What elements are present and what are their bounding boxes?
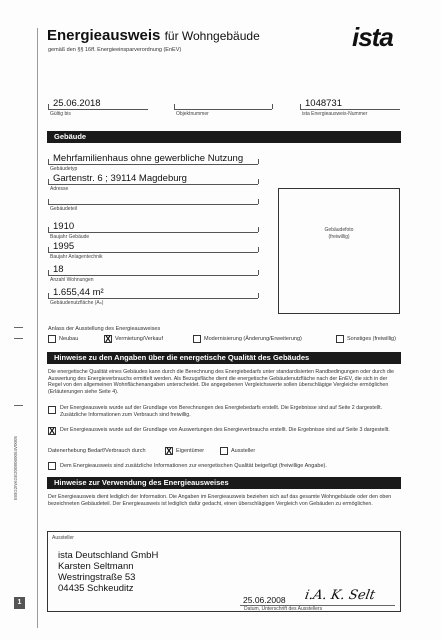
objektnummer-label: Objektnummer: [176, 111, 209, 117]
section-header-hinweise-angaben: Hinweise zu den Angaben über die energetische Qualität des Gebäudes: [47, 352, 401, 364]
option-verbrauch-text: Der Energieausweis wurde auf der Grundlage von Auswertungen des Energieverbrauchs erstellt. Die Ergebnisse sind auf Seite 3 dargestellt.: [60, 427, 390, 433]
field-tick: [258, 270, 259, 275]
margin-mark: [14, 338, 23, 339]
aussteller-address: [58, 550, 158, 594]
field-tick: [258, 247, 259, 252]
margin-mark: [14, 327, 23, 328]
baujahr-anlagentechnik-label: Baujahr Anlagentechnik: [50, 254, 103, 260]
page-number: 1: [14, 597, 25, 609]
field-line: [48, 298, 258, 299]
aussteller-line: Karsten Seltmann: [58, 561, 134, 572]
gebaeudeteil-label: Gebäudeteil: [50, 206, 77, 212]
anlass-label: Anlass der Ausstellung des Energieausweises: [48, 326, 161, 332]
field-tick: [258, 293, 259, 298]
field-line: [48, 252, 258, 253]
section-header-gebaeude: Gebäude: [47, 131, 401, 143]
anzahl-wohnungen-label: Anzahl Wohnungen: [50, 277, 94, 283]
checkbox-vermietung-verkauf[interactable]: X: [105, 334, 112, 344]
field-line: [48, 204, 258, 205]
adresse-label: Adresse: [50, 186, 69, 192]
aussteller-line: 04435 Schkeuditz: [58, 583, 134, 594]
gebaeudetyp-label: Gebäudetyp: [50, 166, 78, 172]
nutzflaeche-value: 1.655,44 m²: [53, 287, 104, 298]
photo-label: Gebäudefoto: [324, 227, 354, 233]
gueltig-bis-value: 25.06.2018: [53, 98, 101, 109]
checkbox-eigentuemer[interactable]: X: [166, 446, 173, 456]
field-tick: [258, 199, 259, 204]
checkbox-modernisierung[interactable]: [193, 335, 201, 343]
signature-label: Datum, Unterschrift des Ausstellers: [244, 606, 323, 612]
page-edge-line: [37, 28, 38, 628]
ista-logo: ista: [352, 22, 393, 52]
eigentuemer-label: Eigentümer: [176, 448, 205, 454]
baujahr-gebaeude-label: Baujahr Gebäude: [50, 234, 90, 240]
document-title: [47, 27, 260, 44]
section-header-hinweise-verwendung: Hinweise zur Verwendung des Energieausweises: [47, 477, 401, 489]
field-line: [300, 109, 400, 110]
checkbox-aussteller[interactable]: [220, 447, 228, 455]
verwendung-paragraph: Der Energieausweis dient lediglich der Information. Die Angaben im Energieausweis beziehen sich auf das gesamte Wohngebäude oder den oben bezeichneten Gebäudeteil. Der Energieausweis ist lediglich dafür gedacht, einen überschlägigen Vergleich von Gebäuden zu ermöglichen.: [48, 494, 392, 507]
handwritten-signature: i.A. K. Selt: [303, 588, 377, 603]
field-line: [48, 109, 148, 110]
title-suffix: für Wohngebäude: [164, 29, 260, 43]
field-tick: [258, 159, 259, 164]
option-vermietung-label: Vermietung/Verkauf: [115, 336, 164, 342]
option-zusatz-text: Dem Energieausweis sind zusätzliche Informationen zur energetischen Qualität beigefügt (freiwillige Angabe).: [60, 463, 327, 469]
checkbox-neubau[interactable]: [48, 335, 56, 343]
anzahl-wohnungen-value: 18: [53, 264, 64, 275]
field-line: [48, 164, 258, 165]
field-line: [174, 109, 272, 110]
baujahr-gebaeude-value: 1910: [53, 221, 75, 232]
aussteller-line: Westringstraße 53: [58, 572, 136, 583]
option-bedarf-text: Der Energieausweis wurde auf der Grundlage von Berechnungen des Energiebedarfs erstellt. Die Ergebnisse sind auf Seite 2 dargestellt. Zusätzliche Informationen zum Verbrauch sind freiwillig.: [60, 405, 383, 418]
field-tick: [258, 227, 259, 232]
checkbox-sonstiges[interactable]: [336, 335, 344, 343]
option-sonstiges-label: Sonstiges (freiwillig): [347, 336, 396, 342]
option-modernisierung-label: Modernisierung (Änderung/Erweiterung): [204, 336, 302, 342]
option-neubau-label: Neubau: [59, 336, 79, 342]
checkbox-energieverbrauch[interactable]: X: [49, 426, 56, 436]
document-subtitle: gemäß den §§ 16ff. Energieeinsparverordnung (EnEV): [48, 47, 182, 53]
checkbox-zusatzinfo[interactable]: [48, 462, 56, 470]
gueltig-bis-label: Gültig bis: [50, 111, 71, 117]
field-line: [48, 184, 258, 185]
margin-mark: [14, 405, 23, 406]
ausweis-nr-label: ista Energieausweis-Nummer: [302, 111, 368, 117]
gebaeudetyp-value: Mehrfamilienhaus ohne gewerbliche Nutzung: [53, 153, 244, 164]
photo-label-optional: (freiwillig): [328, 234, 350, 240]
side-document-code: EIBG2NKGE2008060054V0005: [13, 435, 18, 500]
title-main: Energieausweis: [47, 27, 161, 44]
checkbox-energiebedarf[interactable]: [48, 406, 56, 414]
aussteller-option-label: Aussteller: [231, 448, 256, 454]
datenerhebung-label: Datenerhebung Bedarf/Verbrauch durch: [48, 448, 146, 454]
aussteller-line: ista Deutschland GmbH: [58, 550, 159, 561]
field-tick: [258, 179, 259, 184]
aussteller-label: Aussteller: [52, 535, 74, 541]
hinweise-paragraph: Die energetische Qualität eines Gebäudes kann durch die Berechnung des Energiebedarfs unter standardisierten Randbedingungen oder durch die Auswertung des Energieverbrauchs ermittelt werden. Als Bezugsfläche dient die energetische Gebäudenutzfläche nach der EnEV, die sich in der Regel von den allgemeinen Wohnflächenangaben unterscheidet. Die angegebenen Vergleichswerte sollen überschlägige Vergleiche ermöglichen (Erläuterungen siehe Seite 4).: [48, 369, 395, 395]
field-tick: [272, 104, 273, 109]
signature-date: 25.06.2008: [243, 595, 286, 605]
nutzflaeche-label: Gebäudenutzfläche (Aₙ): [50, 300, 104, 306]
gebaeudefoto-box: [278, 188, 400, 314]
ausweis-nr-value: 1048731: [305, 98, 342, 109]
baujahr-anlagentechnik-value: 1995: [53, 241, 75, 252]
field-line: [48, 275, 258, 276]
field-line: [48, 232, 258, 233]
adresse-value: Gartenstr. 6 ; 39114 Magdeburg: [53, 173, 187, 184]
